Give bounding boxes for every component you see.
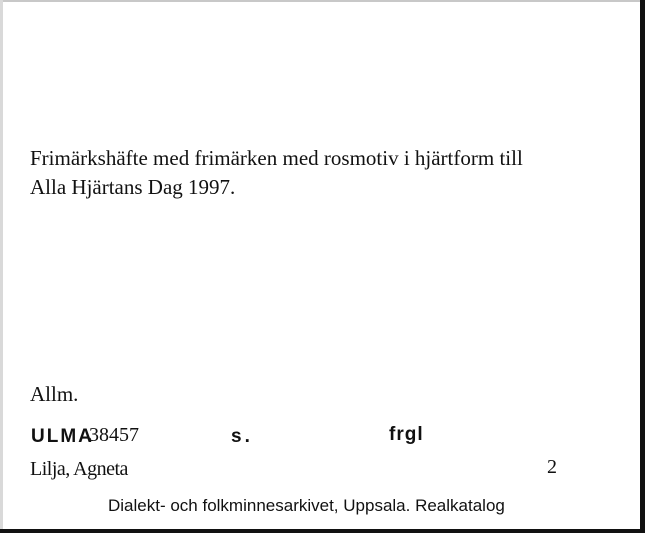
- description-line-1: Frimärkshäfte med frimärken med rosmotiv i hjärtform till: [30, 146, 523, 170]
- type-label: frgl: [389, 424, 424, 445]
- description-line-2: Alla Hjärtans Dag 1997.: [30, 175, 236, 199]
- archive-footer: Dialekt- och folkminnesarkivet, Uppsala. Realkatalog: [108, 496, 505, 515]
- author-name: Lilja, Agneta: [30, 458, 128, 480]
- record-number: 38457: [89, 424, 139, 446]
- page-number: 2: [547, 456, 557, 478]
- code-row: [0, 424, 645, 450]
- card-description: [30, 144, 620, 202]
- card-top-edge: [0, 0, 645, 2]
- card-right-edge: [640, 0, 645, 533]
- card-bottom-edge: [0, 529, 645, 533]
- archive-code: ULMA: [31, 426, 94, 447]
- card-left-edge: [0, 0, 3, 533]
- s-label: s.: [231, 426, 253, 447]
- category-label: Allm.: [30, 382, 79, 406]
